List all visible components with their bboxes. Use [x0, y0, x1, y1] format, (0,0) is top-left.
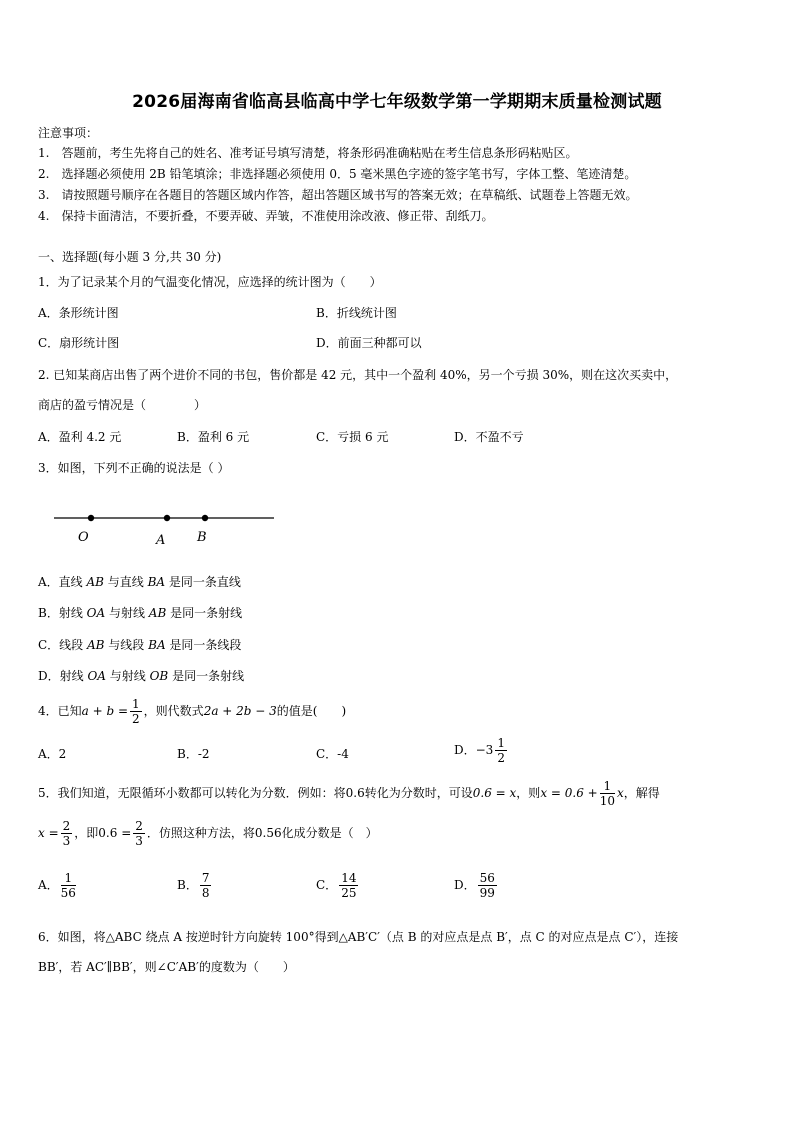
q3-option-c: C．线段 AB 与线段 BA 是同一条线段: [38, 638, 242, 652]
q1-option-d: D．前面三种都可以: [316, 336, 422, 350]
q3-point-a: [164, 515, 170, 521]
q3-point-o: [88, 515, 94, 521]
q4-stem: 4．已知a + b = $\frac{1}{2}$ ，则代数式2a + 2b − 3的值是( ): [38, 697, 347, 726]
q5-stem-line2: x = $\frac{2}{3}$ ，即0.6 = $\frac{2}{3}$ ．仿照这种方法，将0.56化成分数是（ ）: [38, 819, 378, 848]
q2-option-c: C．亏损 6 元: [316, 430, 389, 444]
q2-option-d: D．不盈不亏: [454, 430, 524, 444]
q3-label-b: B: [197, 530, 207, 545]
q4-fraction: $\frac{1}{2}$: [132, 697, 140, 726]
q3-option-b: B．射线 OA 与射线 AB 是同一条射线: [38, 606, 243, 620]
q3-line-figure: [50, 505, 280, 550]
q4-option-b: B．-2: [177, 747, 210, 761]
q6-stem-line2: BB′，若 AC′∥BB′，则∠C′AB′的度数为（ ）: [38, 960, 295, 974]
page-title: 2026届海南省临高县临高中学七年级数学第一学期期末质量检测试题: [132, 92, 662, 112]
q4-option-c: C．-4: [316, 747, 349, 761]
q2-option-a: A．盈利 4.2 元: [38, 430, 122, 444]
q2-stem-line2: 商店的盈亏情况是（ ）: [38, 398, 207, 412]
q1-option-c: C．扇形统计图: [38, 336, 120, 350]
q1-option-b: B．折线统计图: [316, 306, 397, 320]
notice-item-1: 1. 答题前，考生先将自己的姓名、准考证号填写清楚，将条形码准确粘贴在考生信息条形码粘贴区。: [38, 146, 578, 160]
q5-option-c: C． $\frac{14}{25}$: [316, 871, 357, 900]
q3-point-b: [202, 515, 208, 521]
q4-option-a: A．2: [38, 747, 67, 761]
q5-repeating-decimal: 0.6: [345, 786, 365, 800]
q5-option-b: B． $\frac{7}{8}$: [177, 871, 210, 900]
section-heading: 一、选择题(每小题 3 分,共 30 分): [38, 250, 222, 264]
q6-stem-line1: 6．如图，将△ABC 绕点 A 按逆时针方向旋转 100°得到△AB′C′（点 B 的对应点是点 B′，点 C 的对应点是点 C′），连接: [38, 930, 679, 944]
q5-option-a: A． $\frac{1}{56}$: [38, 871, 76, 900]
q5-stem-line1: 5．我们知道，无限循环小数都可以转化为分数．例如：将0.6转化为分数时，可设0.6 = x，则x = 0.6 + $\frac{1}{10}$ x，解得: [38, 776, 660, 810]
q3-label-o: O: [78, 530, 89, 545]
q2-option-b: B．盈利 6 元: [177, 430, 250, 444]
q3-option-d: D．射线 OA 与射线 OB 是同一条射线: [38, 669, 245, 683]
notice-item-3: 3. 请按照题号顺序在各题目的答题区域内作答，超出答题区域书写的答案无效；在草稿纸、试题卷上答题无效。: [38, 188, 638, 202]
notice-item-4: 4. 保持卡面清洁，不要折叠，不要弄破、弄皱，不准使用涂改液、修正带、刮纸刀。: [38, 209, 494, 223]
notice-item-2: 2. 选择题必须使用 2B 铅笔填涂；非选择题必须使用 0．5 毫米黑色字迹的签字笔书写，字体工整、笔迹清楚。: [38, 167, 637, 181]
q3-option-a: A．直线 AB 与直线 BA 是同一条直线: [38, 575, 241, 589]
q3-label-a: A: [156, 533, 166, 548]
q5-option-d: D． $\frac{56}{99}$: [454, 871, 495, 900]
q3-stem: 3．如图，下列不正确的说法是（ ）: [38, 461, 230, 475]
notice-heading: 注意事项：: [38, 126, 99, 140]
q1-option-a: A．条形统计图: [38, 306, 119, 320]
q4-option-d: D．−3 $\frac{1}{2}$: [454, 736, 505, 765]
q1-stem: 1．为了记录某个月的气温变化情况，应选择的统计图为（ ）: [38, 275, 382, 289]
q2-stem-line1: 2. 已知某商店出售了两个进价不同的书包，售价都是 42 元，其中一个盈利 40%，另一个亏损 30%，则在这次买卖中，: [38, 368, 678, 382]
